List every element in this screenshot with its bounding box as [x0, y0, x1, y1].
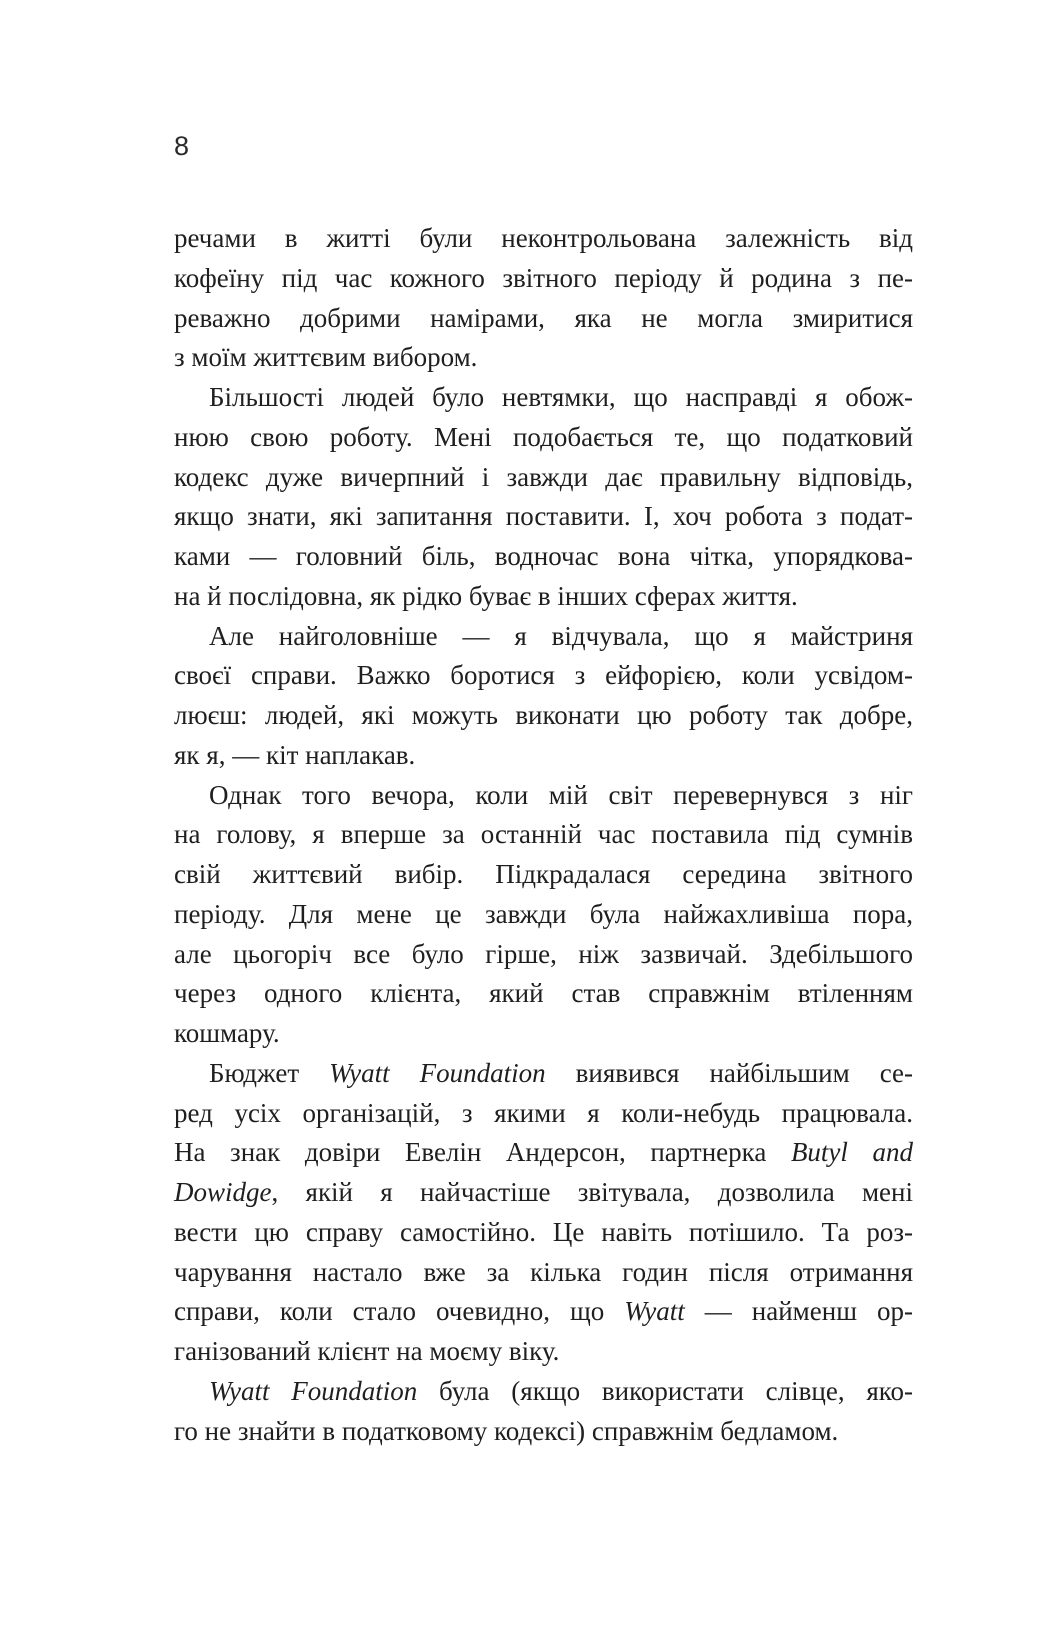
text-line: вести цю справу самостійно. Це навіть потішило. Та роз-: [174, 1216, 913, 1247]
text-line: ками — головний біль, водночас вона чітка, упорядкова-: [174, 541, 913, 571]
text-line: на й послідовна, як рідко буває в інших сферах життя.: [174, 580, 798, 611]
text-line: але цьогоріч все було гірше, ніж зазвичай. Здебільшого: [174, 938, 913, 969]
text-line: періоду. Для мене це завжди була найжахливіша пора,: [174, 898, 913, 929]
text-line: свій життєвий вибір. Підкрадалася середина звітного: [174, 859, 913, 889]
text-line: ред усіх організацій, з якими я коли-небудь працювала.: [174, 1097, 913, 1128]
text-line: кофеїну під час кожного звітного періоду й родина з пе-: [174, 262, 913, 293]
text-line: Але найголовніше — я відчувала, що я майстриня: [209, 620, 913, 651]
text-line: Бюджет Wyatt Foundation виявився найбільшим се-: [209, 1057, 914, 1088]
paragraph: [174, 1054, 913, 1372]
text-line: ганізований клієнт на моєму віку.: [174, 1336, 560, 1366]
text-line: кодекс дуже вичерпний і завжди дає правильну відповідь,: [174, 461, 913, 492]
text-line: люєш: людей, які можуть виконати цю роботу так добре,: [174, 700, 913, 730]
text-line: Більшості людей було невтямки, що насправді я обож-: [209, 382, 913, 412]
paragraph: [174, 776, 913, 1054]
text-line: Однак того вечора, коли мій світ перевернувся з ніг: [209, 779, 913, 810]
text-line: реважно добрими намірами, яка не могла змиритися: [174, 302, 913, 333]
paragraph: [174, 378, 913, 617]
text-line: речами в житті були неконтрольована залежність від: [174, 223, 913, 253]
paragraph: [174, 617, 913, 776]
text-line: справи, коли стало очевидно, що Wyatt — найменш ор-: [174, 1296, 913, 1327]
text-line: нюю свою роботу. Мені подобається те, що податковий: [174, 421, 913, 452]
text-line: через одного клієнта, який став справжнім втіленням: [174, 978, 913, 1009]
text-line: чарування настало вже за кілька годин після отримання: [174, 1256, 913, 1287]
text-line: На знак довіри Евелін Андерсон, партнерка Butyl and: [174, 1137, 913, 1168]
page-number: 8: [174, 131, 190, 161]
text-line: як я, — кіт наплакав.: [174, 739, 416, 770]
page-text: [174, 219, 913, 1451]
text-line: Wyatt Foundation була (якщо використати слівце, яко-: [209, 1375, 913, 1406]
text-line: кошмару.: [174, 1018, 280, 1048]
text-line: Dowidge, якій я найчастіше звітувала, дозволила мені: [174, 1177, 913, 1207]
text-line: на голову, я вперше за останній час поставила під сумнів: [174, 819, 913, 850]
text-line: своєї справи. Важко боротися з ейфорією, коли усвідом-: [174, 660, 913, 691]
paragraph: [174, 1372, 913, 1452]
paragraph: [174, 219, 913, 378]
text-line: з моїм життєвим вибором.: [174, 342, 478, 373]
text-line: якщо знати, які запитання поставити. І, хоч робота з подат-: [174, 501, 913, 532]
text-line: го не знайти в податковому кодексі) справжнім бедламом.: [174, 1415, 839, 1446]
